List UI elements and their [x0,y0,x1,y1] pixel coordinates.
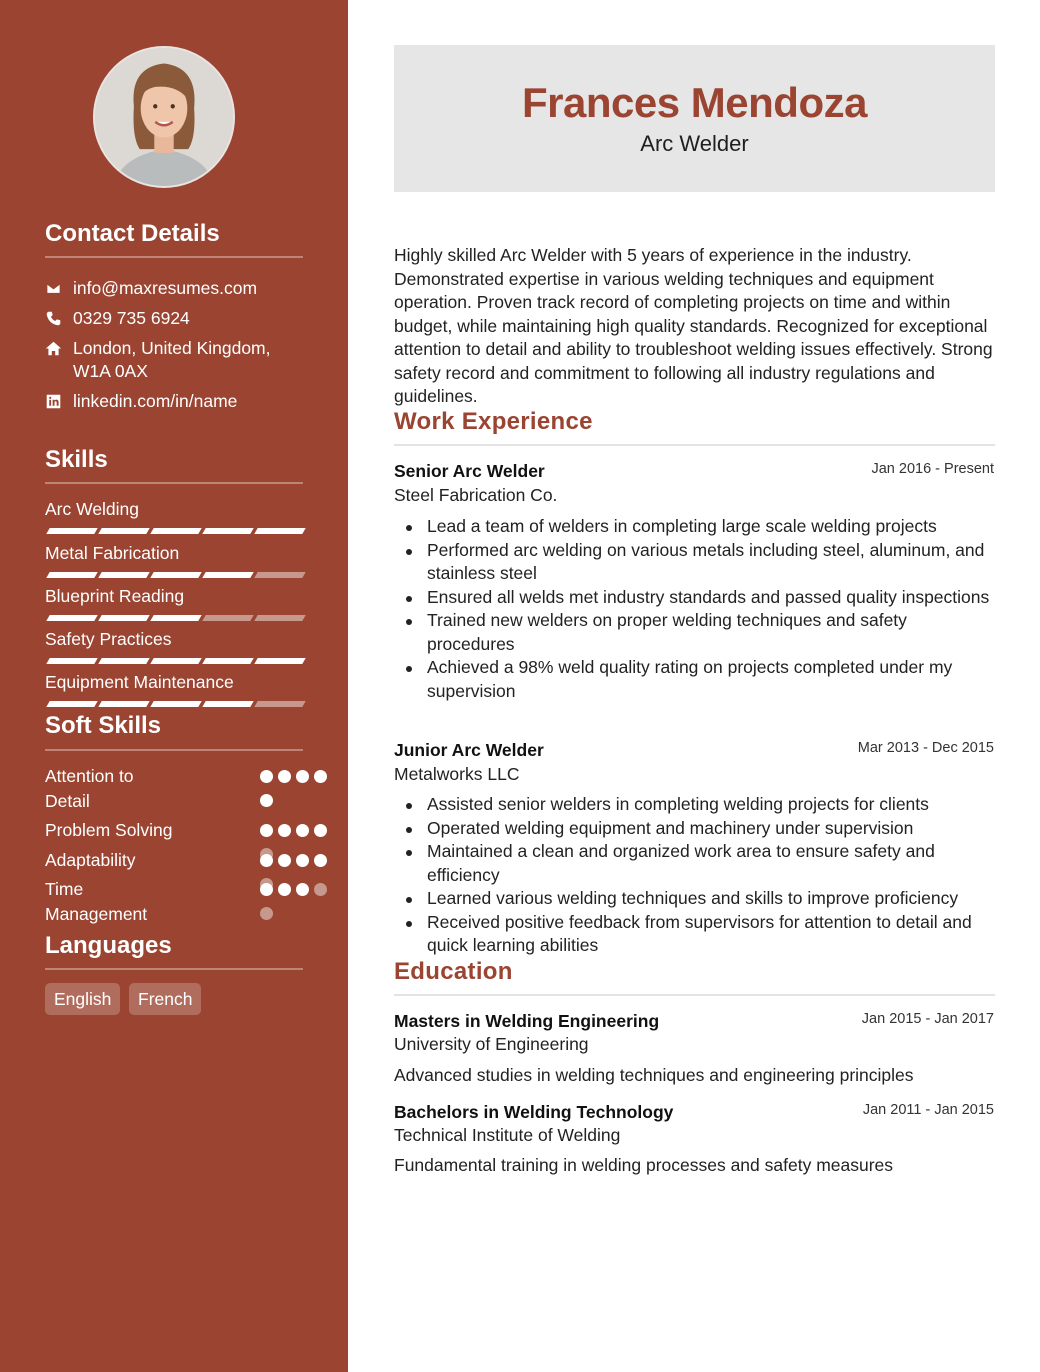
school-name: University of Engineering [394,1034,589,1054]
skill-bar-segment [254,528,305,534]
sidebar [0,0,348,1372]
skill-bar-segment [150,572,201,578]
soft-skill-dot [260,907,273,920]
degree-description: Advanced studies in welding techniques and engineering principles [394,1065,914,1085]
skill-label: Safety Practices [45,629,172,649]
list-item: Achieved a 98% weld quality rating on projects completed under my supervision [394,656,995,703]
languages-heading: Languages [45,932,172,959]
soft-skill-dot [314,854,327,867]
soft-skills-divider [45,749,303,751]
skill-bar-segment [254,701,305,707]
skill-label: Blueprint Reading [45,586,185,606]
contact-email[interactable] [45,277,303,300]
list-item: Assisted senior welders in completing welding projects for clients [394,793,995,817]
soft-skill-dot [260,883,273,896]
job-title: Senior Arc Welder [394,461,545,481]
skill-bar [45,701,303,708]
soft-skill-dot [314,883,327,896]
candidate-name: Frances Mendoza [522,79,867,126]
skill-bar-segment [202,572,253,578]
soft-skill-dot [296,854,309,867]
soft-skill-label: Problem Solving [45,820,173,840]
skill-bar-segment [46,572,97,578]
soft-skill-dot [278,854,291,867]
contact-phone-text: 0329 735 6924 [73,308,190,328]
skill-bar-segment [150,615,201,621]
skill-label: Arc Welding [45,499,140,519]
skill-bar-segment [46,701,97,707]
skill-bar-segment [202,615,253,621]
contact-phone[interactable] [45,307,303,330]
soft-skill-dot [260,824,273,837]
soft-skills-heading: Soft Skills [45,712,162,739]
soft-skill-dot [278,883,291,896]
skill-bar [45,528,303,535]
home-icon [45,337,73,383]
email-icon [45,277,73,300]
soft-skill-dot [260,854,273,867]
profile-photo [93,46,235,188]
skill-bar-segment [98,528,149,534]
degree-title: Bachelors in Welding Technology [394,1102,674,1122]
skill-bar-segment [46,615,97,621]
job-dates: Mar 2013 - Dec 2015 [857,740,994,756]
soft-skill-dot [314,824,327,837]
soft-skill-dot [296,883,309,896]
contact-linkedin-text: linkedin.com/in/name [73,391,238,411]
list-item: Trained new welders on proper welding techniques and safety procedures [394,609,995,656]
language-chip-french: French [129,983,201,1015]
skill-bar-segment [254,572,305,578]
contact-email-text: info@maxresumes.com [73,278,258,298]
soft-skill-dot [314,770,327,783]
skill-bar-segment [150,658,201,664]
job-bullets [394,515,995,703]
soft-skill-dot [278,770,291,783]
summary-paragraph: Highly skilled Arc Welder with 5 years of experience in the industry. Demonstrated expertise in various welding techniques and equipment operation. Proven track record of completing projects on time and within budget, while maintaining high quality standards. Recognized for exceptional attention to detail and ability to troubleshoot welding issues effectively. Strong safety record and commitment to following all industry regulations and guidelines. [394,245,993,406]
list-item: Maintained a clean and organized work area to ensure safety and efficiency [394,840,995,887]
contact-linkedin[interactable] [45,390,303,413]
skill-bar-segment [150,701,201,707]
contact-address-text: London, United Kingdom, W1A 0AX [73,338,271,381]
work-experience-heading: Work Experience [394,408,593,435]
education-divider [394,994,995,996]
skill-bar-segment [202,658,253,664]
skill-bar-segment [202,701,253,707]
list-item: Operated welding equipment and machinery under supervision [394,817,995,841]
soft-skill-label: Adaptability [45,850,136,870]
skill-bar-segment [98,572,149,578]
soft-skill-dot [278,824,291,837]
job-company: Metalworks LLC [394,764,520,784]
job-dates: Jan 2016 - Present [871,461,994,477]
skill-bar-segment [254,615,305,621]
degree-title: Masters in Welding Engineering [394,1011,660,1031]
list-item: Ensured all welds met industry standards and passed quality inspections [394,586,995,610]
education-heading: Education [394,958,513,985]
contact-heading: Contact Details [45,220,220,247]
degree-description: Fundamental training in welding processes and safety measures [394,1155,894,1175]
skill-bar-segment [202,528,253,534]
soft-skill-dot [296,824,309,837]
skill-bar [45,572,303,579]
skill-bar [45,615,303,622]
job-company: Steel Fabrication Co. [394,485,558,505]
avatar-photo [95,48,233,186]
work-divider [394,444,995,446]
skill-bar-segment [254,658,305,664]
skill-bar [45,658,303,665]
school-name: Technical Institute of Welding [394,1125,621,1145]
skill-bar-segment [98,615,149,621]
skill-bar-segment [46,528,97,534]
phone-icon [45,307,73,330]
skill-bar-segment [46,658,97,664]
degree-dates: Jan 2015 - Jan 2017 [861,1011,994,1027]
language-chip-english: English [45,983,120,1015]
languages-divider [45,968,303,970]
skill-bar-segment [98,658,149,664]
soft-skill-dot [296,770,309,783]
contact-address [45,337,303,383]
skill-label: Equipment Maintenance [45,672,234,692]
skill-label: Metal Fabrication [45,543,180,563]
skill-bar-segment [150,528,201,534]
job-title: Junior Arc Welder [394,740,544,760]
soft-skill-label: Attention to Detail [45,766,134,811]
contact-divider [45,256,303,258]
list-item: Lead a team of welders in completing large scale welding projects [394,515,995,539]
skill-bar-segment [98,701,149,707]
list-item: Performed arc welding on various metals including steel, aluminum, and stainless steel [394,539,995,586]
skills-divider [45,482,303,484]
list-item: Received positive feedback from supervisors for attention to detail and quick learning abilities [394,911,995,958]
name-header [394,45,995,192]
soft-skill-dot [260,794,273,807]
soft-skill-dot [260,770,273,783]
linkedin-icon [45,390,73,413]
list-item: Learned various welding techniques and skills to improve proficiency [394,887,995,911]
soft-skill-label: Time Management [45,879,148,924]
candidate-title: Arc Welder [640,131,749,156]
degree-dates: Jan 2011 - Jan 2015 [862,1102,994,1118]
job-bullets [394,793,995,958]
skills-heading: Skills [45,446,108,473]
